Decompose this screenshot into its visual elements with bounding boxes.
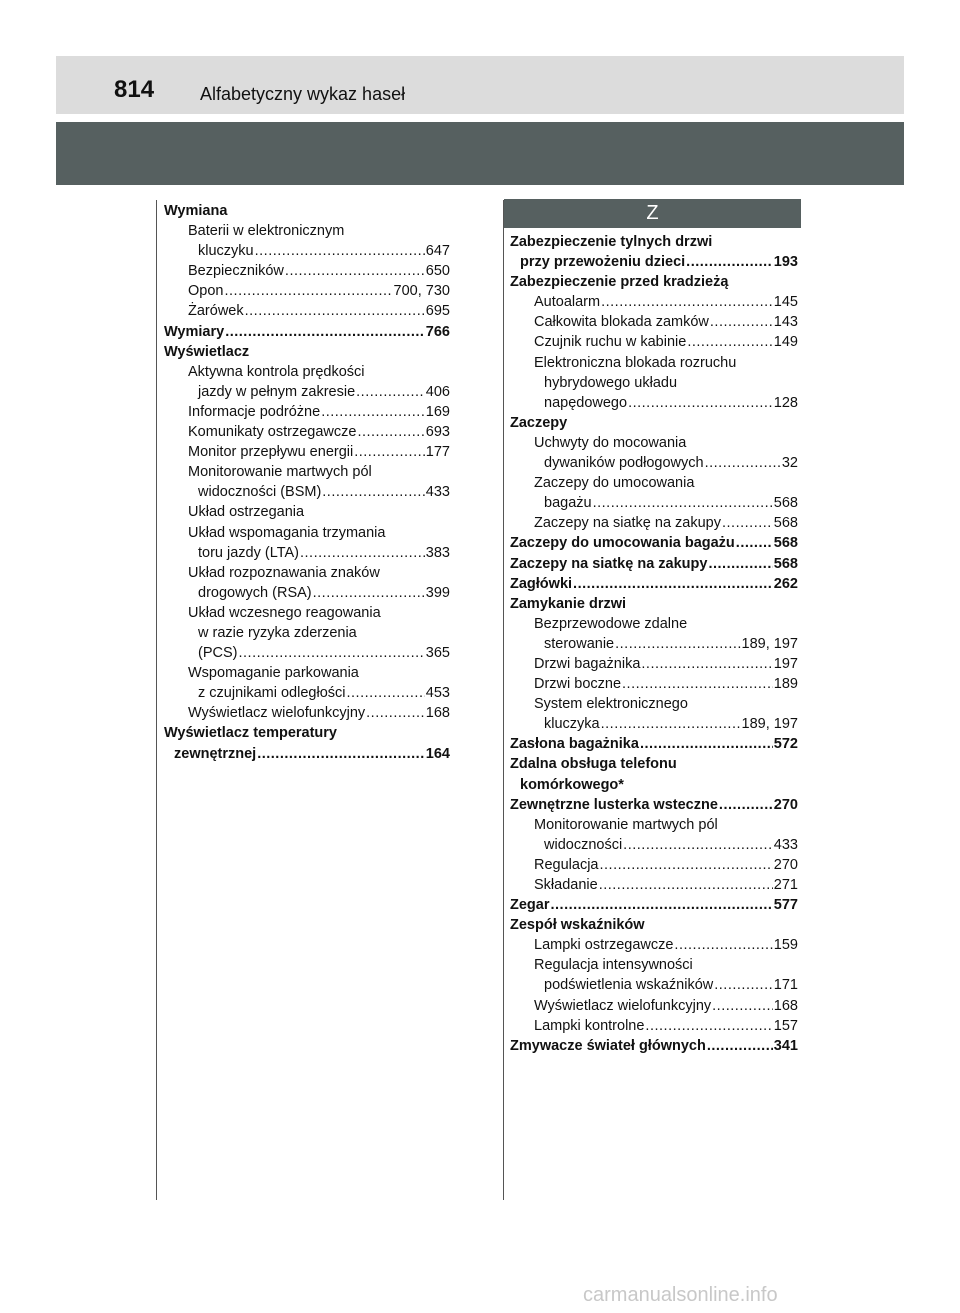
dot-leader xyxy=(615,634,740,654)
index-entry-term: podświetlenia wskaźników xyxy=(544,977,714,994)
index-entry-page: 766 xyxy=(425,323,450,340)
index-entry xyxy=(510,453,798,473)
index-entry-term: przy przewożeniu dzieci xyxy=(520,254,686,271)
dot-leader xyxy=(224,281,392,301)
index-entry xyxy=(164,241,450,261)
dot-leader xyxy=(710,312,773,332)
index-entry xyxy=(164,723,450,743)
section-band xyxy=(56,122,904,185)
index-entry xyxy=(164,402,450,422)
index-entry-page: 193 xyxy=(773,254,798,271)
index-entry-term: jazdy w pełnym zakresie xyxy=(198,383,356,400)
index-entry xyxy=(510,473,798,493)
dot-leader xyxy=(712,996,773,1016)
index-entry xyxy=(510,292,798,312)
dot-leader xyxy=(238,643,424,663)
index-entry-page: 157 xyxy=(773,1017,798,1034)
section-letter-header: Z xyxy=(504,199,801,228)
page-number: 814 xyxy=(114,76,155,103)
dot-leader xyxy=(600,855,773,875)
index-entry-page: 365 xyxy=(425,645,450,662)
index-entry xyxy=(164,502,450,522)
index-entry xyxy=(164,221,450,241)
index-entry-term: Uchwyty do mocowania xyxy=(534,434,687,451)
index-column-left xyxy=(164,201,450,764)
index-entry-term: Układ rozpoznawania znaków xyxy=(188,564,380,581)
index-entry-term: Drzwi boczne xyxy=(534,676,622,693)
index-entry xyxy=(510,433,798,453)
index-entry-page: 650 xyxy=(425,263,450,280)
dot-leader xyxy=(719,795,773,815)
dot-leader xyxy=(551,895,773,915)
dot-leader xyxy=(573,574,773,594)
index-entry-term: Autoalarm xyxy=(534,294,601,311)
index-entry xyxy=(164,462,450,482)
index-entry-term: Zmywacze świateł głównych xyxy=(510,1037,706,1054)
index-entry-page: 145 xyxy=(773,294,798,311)
dot-leader xyxy=(645,1016,772,1036)
dot-leader xyxy=(354,442,425,462)
index-entry xyxy=(510,554,798,574)
index-entry-term: Opon xyxy=(188,283,224,300)
index-entry-term: Drzwi bagażnika xyxy=(534,655,641,672)
index-entry xyxy=(164,623,450,643)
dot-leader xyxy=(593,493,773,513)
index-entry-page: 189 xyxy=(773,676,798,693)
column-rule-left xyxy=(156,200,157,1200)
index-entry-page: 169 xyxy=(425,403,450,420)
index-entry-term: Informacje podróżne xyxy=(188,403,321,420)
dot-leader xyxy=(300,543,425,563)
index-column-right xyxy=(510,232,798,1056)
index-entry xyxy=(510,513,798,533)
index-entry-page: 128 xyxy=(773,394,798,411)
index-entry xyxy=(510,734,798,754)
dot-leader xyxy=(707,1036,773,1056)
index-entry-page: 270 xyxy=(773,856,798,873)
index-entry xyxy=(510,855,798,875)
index-entry xyxy=(510,754,798,774)
dot-leader xyxy=(356,382,425,402)
index-entry-term: komórkowego* xyxy=(520,776,624,793)
dot-leader xyxy=(599,875,773,895)
index-entry xyxy=(510,574,798,594)
index-entry-term: Składanie xyxy=(534,877,598,893)
index-entry xyxy=(510,413,798,433)
index-entry xyxy=(510,373,798,393)
index-entry-term: Elektroniczna blokada rozruchu xyxy=(534,354,737,371)
index-entry xyxy=(164,201,450,221)
index-entry xyxy=(164,382,450,402)
index-entry-page: 189, 197 xyxy=(741,716,798,733)
index-entry-page: 168 xyxy=(425,705,450,722)
index-entry xyxy=(164,543,450,563)
index-entry-page: 453 xyxy=(425,685,450,702)
index-entry-page: 383 xyxy=(425,544,450,561)
index-entry xyxy=(510,895,798,915)
index-entry-page: 270 xyxy=(773,796,798,813)
index-entry-term: hybrydowego układu xyxy=(544,374,678,391)
dot-leader xyxy=(736,533,773,553)
index-entry xyxy=(510,996,798,1016)
index-entry-term: drogowych (RSA) xyxy=(198,584,312,601)
index-entry-term: Wyświetlacz wielofunkcyjny xyxy=(534,997,712,1014)
index-entry xyxy=(510,493,798,513)
index-entry-page: 433 xyxy=(773,836,798,853)
index-entry-term: Układ wspomagania trzymania xyxy=(188,524,386,541)
column-rule-middle xyxy=(503,200,504,1200)
index-entry xyxy=(510,353,798,373)
index-entry-term: Wspomaganie parkowania xyxy=(188,665,359,682)
index-entry-term: Monitorowanie martwych pól xyxy=(188,464,372,481)
index-entry-term: toru jazdy (LTA) xyxy=(198,544,299,561)
dot-leader xyxy=(225,322,425,342)
index-entry-term: Regulacja intensywności xyxy=(534,957,693,974)
index-entry-page: 262 xyxy=(773,575,798,592)
index-entry xyxy=(164,523,450,543)
index-entry-page: 197 xyxy=(773,655,798,672)
index-entry xyxy=(164,703,450,723)
index-entry-page: 341 xyxy=(773,1037,798,1054)
index-entry-page: 693 xyxy=(425,424,450,441)
index-entry-page: 406 xyxy=(425,383,450,400)
index-entry-term: sterowanie xyxy=(544,635,615,652)
index-entry xyxy=(510,835,798,855)
index-entry-term: Zabezpieczenie przed kradzieżą xyxy=(510,274,729,291)
index-entry xyxy=(510,1036,798,1056)
index-entry-page: 171 xyxy=(773,977,798,994)
index-entry xyxy=(164,643,450,663)
index-entry-term: Zegar xyxy=(510,897,550,914)
index-entry xyxy=(164,281,450,301)
index-entry-page: 568 xyxy=(773,515,798,532)
dot-leader xyxy=(357,422,424,442)
index-entry xyxy=(510,252,798,272)
index-entry xyxy=(164,663,450,683)
index-entry xyxy=(510,232,798,252)
index-entry-term: Bezprzewodowe zdalne xyxy=(534,615,688,632)
index-entry xyxy=(510,533,798,553)
index-entry xyxy=(510,674,798,694)
index-entry xyxy=(164,442,450,462)
index-entry-term: Aktywna kontrola prędkości xyxy=(188,363,365,380)
index-entry-term: System elektronicznego xyxy=(534,696,688,713)
index-entry xyxy=(164,583,450,603)
index-entry xyxy=(164,362,450,382)
index-entry xyxy=(510,795,798,815)
index-entry-term: widoczności xyxy=(544,836,623,853)
index-entry-term: Układ wczesnego reagowania xyxy=(188,604,381,621)
index-entry xyxy=(510,614,798,634)
watermark: carmanualsonline.info xyxy=(583,1284,778,1306)
dot-leader xyxy=(321,402,425,422)
index-entry xyxy=(164,482,450,502)
index-entry xyxy=(510,975,798,995)
index-entry xyxy=(510,714,798,734)
index-entry-page: 568 xyxy=(773,555,798,572)
dot-leader xyxy=(628,393,773,413)
dot-leader xyxy=(322,482,425,502)
index-entry-page: 149 xyxy=(773,334,798,351)
index-entry xyxy=(510,915,798,935)
index-entry-term: Zewnętrzne lusterka wsteczne xyxy=(510,796,718,813)
index-entry xyxy=(164,683,450,703)
index-entry-term: Monitorowanie martwych pól xyxy=(534,816,718,833)
page-title: Alfabetyczny wykaz haseł xyxy=(200,84,406,104)
index-entry-term: Bezpieczników xyxy=(188,263,284,280)
dot-leader xyxy=(601,292,773,312)
index-entry-term: Monitor przepływu energii xyxy=(188,444,354,461)
index-entry-term: Układ ostrzegania xyxy=(188,504,305,521)
dot-leader xyxy=(686,252,773,272)
index-entry-page: 577 xyxy=(773,897,798,914)
index-entry-term: Zdalna obsługa telefonu xyxy=(510,756,677,773)
index-entry-term: Zaczepy do umocowania xyxy=(534,475,695,492)
index-entry-term: Wymiana xyxy=(164,203,228,219)
dot-leader xyxy=(705,453,781,473)
index-entry xyxy=(510,312,798,332)
index-entry-term: napędowego xyxy=(544,394,628,411)
index-entry xyxy=(510,955,798,975)
index-entry xyxy=(510,935,798,955)
dot-leader xyxy=(641,654,772,674)
index-entry-term: Zaczepy do umocowania bagażu xyxy=(510,535,735,552)
index-entry-term: w razie ryzyka zderzenia xyxy=(198,624,357,641)
index-entry-page: 189, 197 xyxy=(741,635,798,652)
index-entry-term: Zespół wskaźników xyxy=(510,917,645,934)
index-entry-term: Zaczepy na siatkę na zakupy xyxy=(534,515,721,532)
index-entry-term: Baterii w elektronicznym xyxy=(188,223,345,240)
index-entry xyxy=(510,332,798,352)
index-entry-term: dywaników podłogowych xyxy=(544,455,704,472)
index-entry-page: 164 xyxy=(425,745,450,762)
index-entry xyxy=(164,744,450,764)
index-entry-term: widoczności (BSM) xyxy=(198,484,322,501)
index-entry-term: Wyświetlacz xyxy=(164,343,250,360)
index-entry-page: 568 xyxy=(773,535,798,552)
index-entry-page: 433 xyxy=(425,484,450,501)
index-entry-term: Lampki ostrzegawcze xyxy=(534,937,674,954)
index-entry-term: Lampki kontrolne xyxy=(534,1017,645,1034)
index-entry-page: 32 xyxy=(781,455,798,472)
dot-leader xyxy=(708,554,772,574)
index-entry-page: 700, 730 xyxy=(393,283,450,300)
index-entry-term: Zaczepy na siatkę na zakupy xyxy=(510,555,708,572)
index-entry-term: kluczyku xyxy=(198,243,254,260)
dot-leader xyxy=(623,835,773,855)
dot-leader xyxy=(622,674,773,694)
index-entry-term: Zagłówki xyxy=(510,575,573,592)
index-entry xyxy=(510,393,798,413)
index-entry xyxy=(164,563,450,583)
index-entry xyxy=(510,1016,798,1036)
dot-leader xyxy=(640,734,773,754)
index-entry-page: 399 xyxy=(425,584,450,601)
index-entry xyxy=(510,654,798,674)
index-entry xyxy=(510,594,798,614)
index-entry xyxy=(510,694,798,714)
index-entry-page: 177 xyxy=(425,444,450,461)
dot-leader xyxy=(714,975,773,995)
index-entry-page: 143 xyxy=(773,314,798,331)
dot-leader xyxy=(674,935,772,955)
index-entry-term: Wyświetlacz wielofunkcyjny xyxy=(188,705,366,722)
header-bar xyxy=(56,56,904,114)
index-entry-term: Wyświetlacz temperatury xyxy=(164,725,337,742)
index-entry xyxy=(164,301,450,321)
index-entry-term: Regulacja xyxy=(534,856,599,873)
index-entry xyxy=(510,634,798,654)
index-entry xyxy=(510,875,798,895)
index-entry xyxy=(510,815,798,835)
index-entry-term: Komunikaty ostrzegawcze xyxy=(188,424,357,441)
index-entry-term: Zamykanie drzwi xyxy=(510,595,627,612)
dot-leader xyxy=(257,744,425,764)
index-entry-term: Wymiary xyxy=(164,323,225,340)
index-entry-page: 572 xyxy=(773,736,798,753)
index-entry xyxy=(510,775,798,795)
index-entry-term: Zaczepy xyxy=(510,414,568,431)
index-entry xyxy=(510,272,798,292)
dot-leader xyxy=(601,714,741,734)
index-entry xyxy=(164,342,450,362)
dot-leader xyxy=(255,241,425,261)
index-entry-term: Żarówek xyxy=(188,303,244,320)
index-entry-term: Zabezpieczenie tylnych drzwi xyxy=(510,234,713,250)
dot-leader xyxy=(313,583,425,603)
index-entry xyxy=(164,261,450,281)
index-entry-term: kluczyka xyxy=(544,716,600,733)
index-entry-term: (PCS) xyxy=(198,645,238,662)
index-entry-page: 568 xyxy=(773,495,798,512)
index-entry-term: Zasłona bagażnika xyxy=(510,736,639,753)
dot-leader xyxy=(346,683,424,703)
dot-leader xyxy=(285,261,425,281)
index-entry-term: bagażu xyxy=(544,495,592,512)
index-entry-term: Czujnik ruchu w kabinie xyxy=(534,334,687,351)
index-entry xyxy=(164,422,450,442)
index-entry-page: 168 xyxy=(773,997,798,1014)
index-entry xyxy=(164,603,450,623)
index-entry-term: zewnętrznej xyxy=(174,745,257,762)
index-entry-term: Całkowita blokada zamków xyxy=(534,314,709,331)
dot-leader xyxy=(245,301,425,321)
index-entry-page: 647 xyxy=(425,243,450,260)
index-entry-page: 271 xyxy=(773,877,798,893)
dot-leader xyxy=(366,703,425,723)
index-entry-page: 159 xyxy=(773,937,798,954)
index-entry-page: 695 xyxy=(425,303,450,320)
index-entry-term: z czujnikami odległości xyxy=(198,685,346,702)
dot-leader xyxy=(722,513,773,533)
index-entry xyxy=(164,322,450,342)
dot-leader xyxy=(687,332,772,352)
